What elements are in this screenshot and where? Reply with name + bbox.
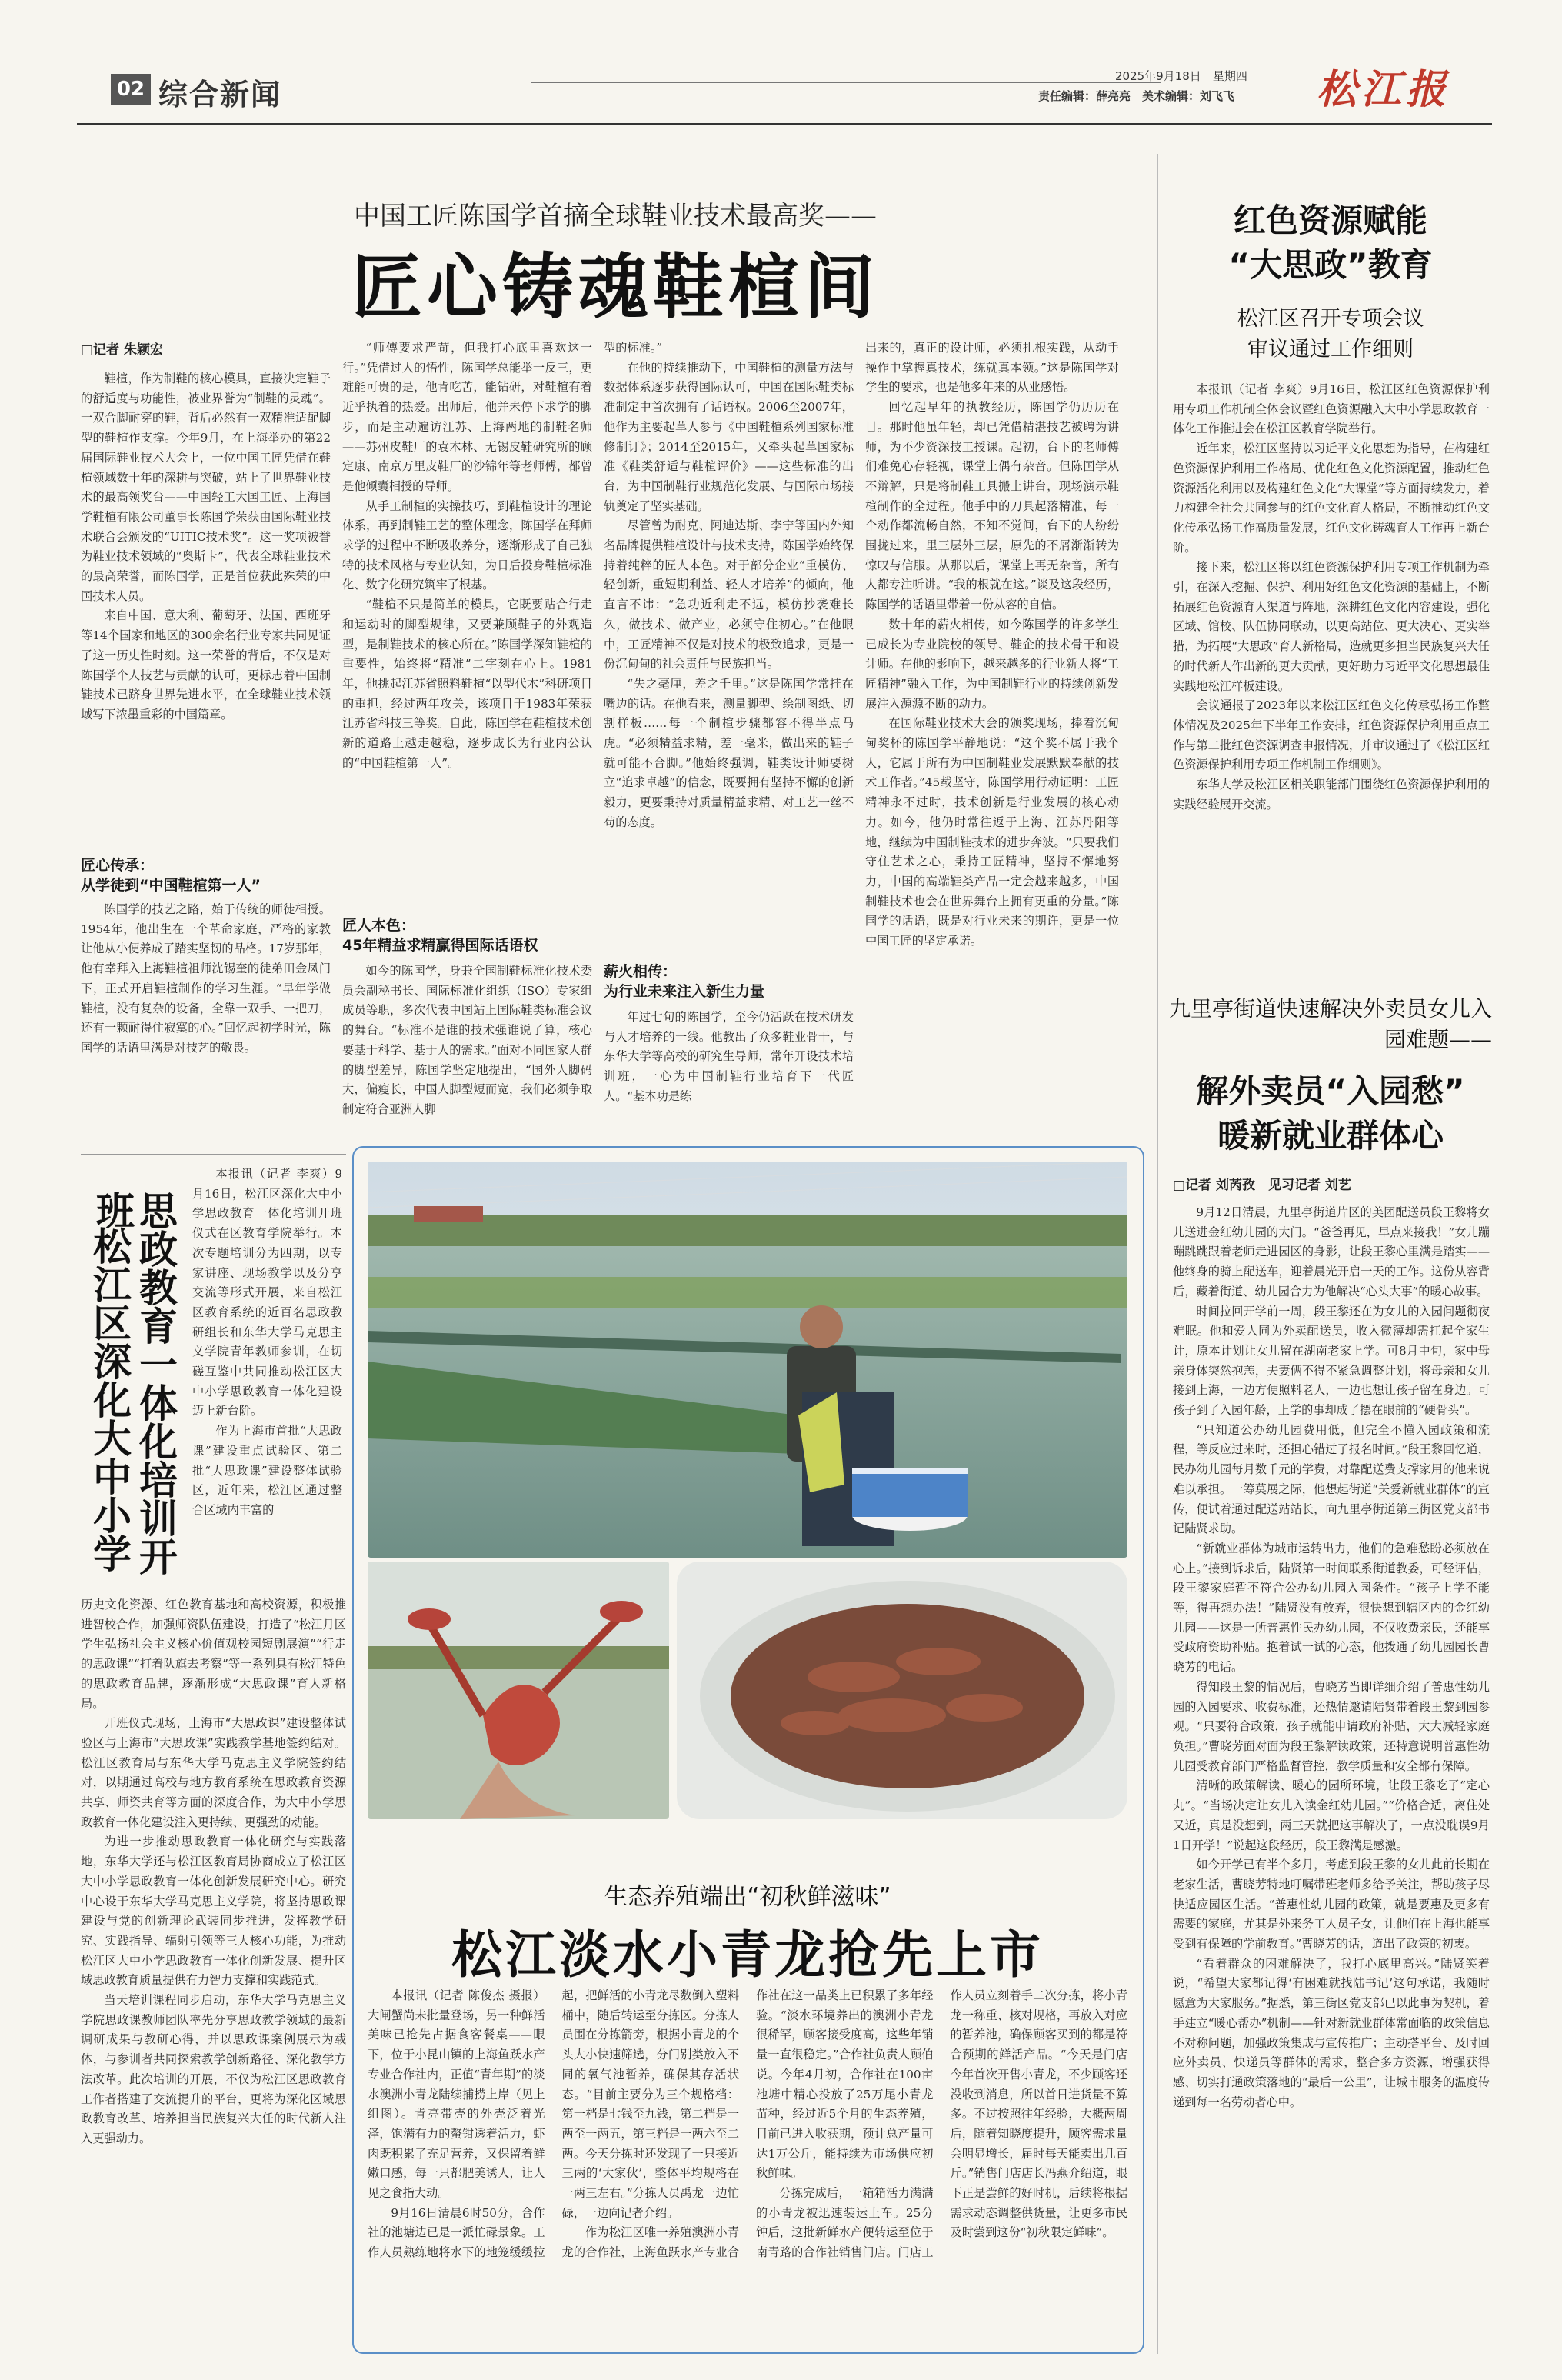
para: 从手工制楦的实操技巧，到鞋楦设计的理论体系，再到制鞋工艺的整体理念，陈国学在拜师求学的过程中不断吸收养分，逐渐形成了自己独特的技术风格与专业认知，为日后投身鞋楦标准化、数字化研究筑牢了根基。 (342, 498, 592, 592)
para: “师傅要求严苛，但我打心底里喜欢这一行。”凭借过人的悟性，陈国学总能举一反三，更难能可贵的是，他肯吃苦，能钻研，对鞋楦有着近乎执着的热爱。出师后，他并未停下求学的脚步，而是主动遍访江苏、上海两地的制鞋名师——苏州皮鞋厂的袁木林、无锡皮鞋研究所的顾定康、南京万里皮鞋厂的沙锦年等老师傅，都曾是他倾囊相授的导师。 (342, 341, 592, 493)
a2-body (1173, 380, 1490, 942)
a1-subhead-3: 薪火相传： 为行业未来注入新生力量 (604, 963, 765, 1000)
a4-title: 思政教育一体化培训开班 (90, 1191, 178, 1575)
para: 9月12日清晨，九里亭街道片区的美团配送员段王黎将女儿送进金红幼儿园的大门。“爸爸再见，早点来接我！”女儿蹦蹦跳跳跟着老师走进园区的身影，让段王黎心里满是踏实——他终身的骑上配送车，迎着晨光开启一天的工作。这份从容背后，藏着街道、幼儿园合力为他解决“心头大事”的暖心故事。 (1173, 1205, 1490, 1298)
para: 回忆起早年的执教经历，陈国学仍历历在目。那时他虽年轻，却已凭借精湛技艺被聘为讲师，为不少资深技工授课。起初，台下的老师傅们难免心存轻视，课堂上偶有杂音。但陈国学从不辩解，只是将制鞋工具搬上讲台，现场演示鞋楦制作的全过程。他手中的刀具起落精准，每一个动作都流畅自然，不知不觉间，台下的人纷纷围拢过来，里三层外三层，原先的不屑渐渐转为惊叹与信服。从那以后，课堂上再无杂音，所有人都专注听讲。“我的根就在这。”谈及这段经历，陈国学的话语里带着一份从容的自信。 (865, 400, 1119, 612)
page-header (77, 60, 1492, 122)
a1-title: 匠心铸魂鞋楦间 (351, 246, 879, 328)
para: 开班仪式现场，上海市“大思政课”建设整体试验区与上海市“大思政课”实践教学基地签约结对。松江区教育局与东华大学马克思主义学院签约结对，以期通过高校与地方教育系统在思政教育资源共享、师资共育等方面的深度合作，为大中小学思政教育一体化建设注入更持续、更强劲的动能。 (81, 1716, 346, 1829)
a5-body (368, 1986, 1127, 2344)
a1-col1 (81, 369, 331, 815)
main-photo (368, 1162, 1127, 1558)
para: “鞋楦不只是简单的模具，它既要贴合行走和运动时的脚型规律，又要兼顾鞋子的外观造型，是制鞋技术的核心所在。”陈国学深知鞋楦的重要性，始终将“精准”二字刻在心上。1981年，他挑起江苏省照料鞋楦“以型代木”科研项目的重担，经过两年攻关，该项目于1983年荣获江苏省科技三等奖。自此，陈国学在鞋楦技术创新的道路上越走越稳，逐步成长为行业内公认的“中国鞋楦第一人”。 (342, 598, 592, 770)
a4-divider (81, 1154, 346, 1155)
a5-kicker: 生态养殖端出“初秋鲜滋味” (604, 1883, 891, 1911)
a3-byline: □记者 刘芮孜 见习记者 刘艺 (1173, 1178, 1351, 1193)
para: 本报讯（记者 李爽）9月16日，松江区深化大中小学思政教育一体化培训开班仪式在区教育学院举行。本次专题培训分为四期，以专家讲座、现场教学以及分享交流等形式开展，来自松江区教育系统的近百名思政教研组长和东华大学马克思主义学院青年教师参训，在切磋互鉴中共同推动松江区大中小学思政教育一体化建设迈上新台阶。 (192, 1167, 342, 1418)
lobster-basin-photo (677, 1562, 1127, 1819)
para: 分拣完成后，一箱箱活力满满的小青龙被迅速装运上车。25分钟后，这批新鲜水产便转运至位于南青路的合作社销售门店。门店工作人员立刻着手二次分拣，将小青龙一称重、核对规格，再放入对应的暂养池，确保顾客买到的都是符合预期的鲜活产品。“今天是门店今年首次开售小青龙，不少顾客还没收到消息，所以首日进货量不算多。不过按照往年经验，大概两周后，随着知晓度提升，顾客需求量会明显增长，届时每天能卖出几百斤。”销售门店店长冯燕介绍道，眼下正是尝鲜的好时机，后续将根据需求动态调整供货量，让更多市民及时尝到这份“初秋限定鲜味”。 (756, 1988, 1127, 2260)
para: 年过七旬的陈国学，至今仍活跃在技术研发与人才培养的一线。他教出了众多鞋业骨干，与东华大学等高校的研究生导师，常年开设技术培训班，一心为中国制鞋行业培育下一代匠人。“基本功是练 (604, 1010, 854, 1103)
section-title: 综合新闻 (158, 78, 282, 112)
para: 近年来，松江区坚持以习近平文化思想为指导，在构建红色资源保护利用工作格局、优化红色文化资源配置，推动红色资源活化利用以及构建红色文化“大课堂”等方面持续发力，着力构建全社会共同参与的红色文化育人格局，不断推动红色文化传承弘扬工作高质量发展，红色文化铸魂育人工作再上新台阶。 (1173, 442, 1490, 555)
para: 本报讯（记者 李爽）9月16日，松江区红色资源保护利用专项工作机制全体会议暨红色资源融入大中小学思政教育一体化工作推进会在松江区教育学院举行。 (1173, 382, 1490, 436)
a5-title: 松江淡水小青龙抢先上市 (451, 1925, 1044, 1985)
para: 陈国学的技艺之路，始于传统的师徒相授。1954年，他出生在一个革命家庭，严格的家教让他从小便养成了踏实坚韧的品格。17岁那年，他有幸拜入上海鞋楦祖师沈锡奎的徒弟田金凤门下，正式开启鞋楦制作的学习生涯。“早年学做鞋楦，没有复杂的设备，全靠一双手、一把刀，还有一颗耐得住寂寞的心。”回忆起初学时光，陈国学的话语里满是对技艺的敬畏。 (81, 902, 331, 1055)
a2-deck: 松江区召开专项会议 审议通过工作细则 (1237, 307, 1424, 362)
para: 尽管曾为耐克、阿迪达斯、李宁等国内外知名品牌提供鞋楦设计与技术支持，陈国学始终保持着纯粹的匠人本色。对于部分企业“重模仿、轻创新，重短期利益、轻人才培养”的倾向，他直言不讳：“急功近利走不远，模仿抄袭难长久，做技术、做产业，必须守住初心。”在他眼中，工匠精神不仅是对技术的极致追求，更是一份沉甸甸的社会责任与民族担当。 (604, 518, 854, 672)
para: 如今的陈国学，身兼全国制鞋标准化技术委员会副秘书长、国际标准化组织（ISO）专家组成员等职，多次代表中国站上国际鞋类标准会议的舞台。“标准不是谁的技术强谁说了算，核心要基于科学、基于人的需求。”面对不同国家人群的脚型差异，陈国学坚定地提出，“国外人脚码大，偏瘦长，中国人脚型短而宽，我们必须争取制定符合亚洲人脚 (342, 964, 592, 1116)
a1-col4 (865, 338, 1119, 1138)
para: 为进一步推动思政教育一体化研究与实践落地，东华大学还与松江区教育局协商成立了松江区大中小学思政教育一体化创新发展研究中心。研究中心设于东华大学马克思主义学院，将坚持思政课建设与党的创新理论武装同步推进，发挥教学研究、实践指导、辐射引领等三大核心功能，为推动松江区大中小学思政教育一体化创新发展、提升区域思政教育质量提供有力智力支撑和实践范式。 (81, 1835, 346, 1988)
para: 时间拉回开学前一周，段王黎还在为女儿的入园问题彻夜难眠。他和爱人同为外卖配送员，收入微薄却需扛起全家生计，原本计划让女儿留在湖南老家上学。可8月中旬，家中母亲身体突然抱恙，夫妻俩不得不紧急调整计划，将母亲和女儿接到上海，一边方便照料老人，一边也想让孩子留在身边。可孩子到了入园年龄，上学的事却成了摆在眼前的“硬骨头”。 (1173, 1304, 1490, 1418)
para: 在国际鞋业技术大会的颁奖现场，捧着沉甸甸奖杯的陈国学平静地说：“这个奖不属于我个人，它属于所有为中国制鞋业发展默默奉献的技术工作者。”45载坚守，陈国学用行动证明：工匠精神永不过时，技术创新是行业发展的核心动力。如今，他仍时常往返于上海、江苏丹阳等地，继续为中国制鞋技术的进步奔波。“只要我们守住艺术之心，秉持工匠精神，坚持不懈地努力，中国的高端鞋类产品一定会越来越多，中国制鞋技术也会在世界舞台上拥有更重的分量。”陈国学的话语，既是对行业未来的期许，更是一位中国工匠的坚定承诺。 (865, 716, 1119, 948)
a1-col2 (342, 338, 592, 900)
para: 在他的持续推动下，中国鞋楦的测量方法与数据体系逐步获得国际认可，中国在国际鞋类标准制定中首次拥有了话语权。2006至2007年，他作为主要起草人参与《中国鞋楦系列国家标准修制订》；2014至2015年，又牵头起草国家标准《鞋类舒适与鞋楦评价》——这些标准的出台，为中国制鞋行业规范化发展、与国际市场接轨奠定了坚实基础。 (604, 360, 854, 513)
a4-body (81, 1595, 346, 2353)
para: 会议通报了2023年以来松江区红色文化传承弘扬工作整体情况及2025年下半年工作安排，红色资源保护利用重点工作与第二批红色资源调查申报情况，并审议通过了《松江区红色资源保护利用专项工作机制工作细则》。 (1173, 698, 1490, 772)
a1-subhead-2: 匠人本色： 45年精益求精赢得国际话语权 (342, 917, 538, 954)
para: 本报讯（记者 陈俊杰 摄报）大闸蟹尚未批量登场，另一种鲜活美味已抢先占据食客餐桌——眼下，位于小昆山镇的上海鱼跃水产专业合作社内，正值“青年期”的淡水澳洲小青龙陆续捕捞上岸（见上组图）。肯亮带壳的外壳泛着光泽，饱满有力的螯钳透着活力，虾肉既积累了充足营养，又保留着鲜嫩口感，每一只都肥美诱人，让人见之食指大动。 (368, 1988, 545, 2201)
para: 东华大学及松江区相关职能部门围绕红色资源保护利用的实践经验展开交流。 (1173, 778, 1490, 812)
a1-col3b (604, 1008, 854, 1138)
para: 接下来，松江区将以红色资源保护利用专项工作机制为牵引，在深入挖掘、保护、利用好红色文化资源的基础上，不断拓展红色资源育人渠道与阵地，深耕红色文化内容建设，强化区域、馆校、队伍协同联动，以更高站位、更大决心、更实举措，为拓展“大思政”育人新格局，造就更多担当民族复兴大任的时代新人作出新的更大贡献，更好助力习近平文化思想最佳实践地松江样板建设。 (1173, 560, 1490, 693)
header-rule-top (531, 82, 1161, 83)
a1-byline: □记者 朱颖宏 (81, 342, 163, 358)
a1-subhead-1: 匠心传承： 从学徒到“中国鞋楦第一人” (81, 857, 261, 894)
para: 作为上海市首批“大思政课”建设重点试验区、第二批“大思政课”建设整体试验区，近年来，松江区通过整合区域内丰富的 (192, 1424, 342, 1517)
para: 鞋楦，作为制鞋的核心模具，直接决定鞋子的舒适度与功能性，被业界誉为“制鞋的灵魂”。一双合脚耐穿的鞋，背后必然有一双精准适配脚型的鞋楦作支撑。今年9月，在上海举办的第22届国际鞋业技术大会上，一位中国工匠凭借在鞋楦领域数十年的深耕与突破，站上了世界鞋业技术的最高领奖台——中国轻工大国工匠、上海国学鞋楦有限公司董事长陈国学荣获由国际鞋业技术联合会颁发的“UITIC技术奖”。这一奖项被誉为鞋业技术领域的“奥斯卡”，代表全球鞋业技术的最高荣誉，而陈国学，正是首位获此殊荣的中国技术人员。 (81, 372, 331, 603)
para: 出来的，真正的设计师，必须扎根实践，从动手操作中掌握真技术，练就真本领。”这是陈国学对学生的要求，也是他多年来的从业感悟。 (865, 341, 1119, 395)
a3-body (1173, 1203, 1490, 2349)
para: 得知段王黎的情况后，曹晓芳当即详细介绍了普惠性幼儿园的入园要求、收费标准，还热情邀请陆贤带着段王黎到园参观。“只要符合政策，孩子就能申请政府补贴，大大减轻家庭负担。”曹晓芳面对面为段王黎解读政策，还特意说明普惠性幼儿园受教育部门严格监督管控，教学质量和安全都有保障。 (1173, 1679, 1490, 1773)
para: “只知道公办幼儿园费用低，但完全不懂入园政策和流程，等反应过来时，还担心错过了报名时间。”段王黎回忆道，民办幼儿园每月数千元的学费，对靠配送费支撑家用的他来说难以承担。一筹莫展之际，他想起街道“关爱新就业群体”的宣传，便试着通过配送站站长，向九里亭街道第三街区党支部书记陆贤求助。 (1173, 1422, 1490, 1536)
a4-deck: 松江区深化大中小学 (87, 1226, 132, 1572)
a1-col2b (342, 962, 592, 1138)
editors-line: 责任编辑：薛亮亮 美术编辑：刘飞飞 (1038, 89, 1235, 103)
para: 数十年的薪火相传，如今陈国学的许多学生已成长为专业院校的领导、鞋企的技术骨干和设计师。在他的影响下，越来越多的行业新人将“工匠精神”融入工作，为中国制鞋行业的持续创新发展注入源源不断的动力。 (865, 617, 1119, 711)
para: 型的标准。” (604, 341, 663, 355)
a1-col3 (604, 338, 854, 946)
header-divider (77, 123, 1492, 125)
para: 作为松江区唯一养殖澳洲小青龙的合作社，上海鱼跃水产专业合作社在这一品类上已积累了多年经验。“淡水环境养出的澳洲小青龙很稀罕，顾客接受度高，这些年销量一直很稳定。”合作社负责人顾伯说。今年4月初，合作社在100亩池塘中精心投放了25万尾小青龙苗种，经过近5个月的生态养殖，目前已进入收获期，预计总产量可达1万公斤，能持续为市场供应初秋鲜味。 (561, 1988, 934, 2260)
a2-title: 红色资源赋能 “大思政”教育 (1228, 202, 1433, 284)
para: 历史文化资源、红色教育基地和高校资源，积极推进智校合作，加强师资队伍建设，打造了“松江月区学生弘扬社会主义核心价值观校园短剧展演”“行走的思政课”“打着队旗去考察”等一系列具有松江特色的思政教育品牌，逐渐形成“大思政课”育人新格局。 (81, 1598, 346, 1711)
a3-title: 解外卖员“入园愁” 暖新就业群体心 (1196, 1072, 1465, 1155)
para: “看着群众的困难解决了，我打心底里高兴。”陆贤笑着说，“希望大家都记得‘有困难就找陆书记’这句承诺，我随时愿意为大家服务。”据悉，第三街区党支部已以此事为契机，着手建立“暖心帮办”机制——针对新就业群体常面临的政策信息不对称问题，加强政策集成与宣传推广；主动搭平台、及时回应外卖员、快递员等群体的需求，整合多方资源，增强获得感、切实打通政策落地的“最后一公里”，让城市服务的温度传递到每一名劳动者心中。 (1173, 1956, 1490, 2109)
para: “失之毫厘，差之千里。”这是陈国学常挂在嘴边的话。在他看来，测量脚型、绘制图纸、切割样板……每一个制楦步骤都容不得半点马虎。“必须精益求精，差一毫米，做出来的鞋子就可能不合脚。”他始终强调，鞋类设计师要树立“追求卓越”的信念，既要拥有坚持不懈的创新毅力，更要秉持对质量精益求精、对工艺一丝不苟的态度。 (604, 676, 854, 829)
para: 清晰的政策解读、暖心的园所环境，让段王黎吃了“定心丸”。“当场决定让女儿入读金红幼儿园。”“价格合适，离住处又近，真是没想到，两三天就把这事解决了，一点没耽误9月1日开学！”说起这段经历，段王黎满是感激。 (1173, 1778, 1490, 1852)
a1-kicker: 中国工匠陈国学首摘全球鞋业技术最高奖—— (354, 201, 877, 232)
para: 来自中国、意大利、葡萄牙、法国、西班牙等14个国家和地区的300余名行业专家共同见证了这一历史性时刻。这一荣誉的背后，不仅是对陈国学个人技艺与贡献的认可，更标志着中国制鞋技术已跻身世界先进水平，在全球鞋业技术领域写下浓墨重彩的中国篇章。 (81, 608, 331, 722)
para: 如今开学已有半个多月，考虑到段王黎的女儿此前长期在老家生活，曹晓芳特地叮嘱带班老师多给予关注，帮助孩子尽快适应园区生活。“普惠性幼儿园的政策，就是要惠及更多有需要的家庭，尤其是外来务工人员子女，让他们在上海也能享受到有保障的学前教育。”曹晓芳的话，道出了政策的初衷。 (1173, 1858, 1490, 1952)
para: 当天培训课程同步启动，东华大学马克思主义学院思政课教师团队率先分享思政教学领域的最新调研成果与教研心得，并以思政课案例展示为载体，与参训者共同探索教学创新路径、深化教学方法改革。此次培训的开展，不仅为松江区思政教育工作者搭建了交流提升的平台，更将为深化区域思政教育改革、培养担当民族复兴大任的时代新人注入更强动力。 (81, 1993, 346, 2145)
page-number-badge: 02 (111, 74, 151, 105)
a1-col1b (81, 900, 331, 1138)
masthead-logo: 松江报 (1317, 66, 1451, 113)
column-divider-right (1157, 154, 1158, 2354)
a3-kicker: 九里亭街道快速解决外卖员女儿入园难题—— (1169, 996, 1493, 1052)
para: 9月16日清晨6时50分，合作社的池塘边已是一派忙碌景象。工作人员熟练地将水下的地笼缓缓拉起，把鲜活的小青龙尽数倒入塑料桶中，随后转运至分拣区。分拣人员围在分拣箭旁，根据小青龙的个头大小快速筛选，分门别类放入不同的氧气池暂养，确保其存活状态。“目前主要分为三个规格档：第一档是七钱至九钱，第二档是一两至一两五，第三档是一两六至二两。今天分拣时还发现了一只接近三两的‘大家伙’，整体平均规格在一两三左右。”分拣人员禹龙一边忙碌，一边向记者介绍。 (368, 1988, 739, 2260)
a4-lead (192, 1165, 342, 1595)
issue-date: 2025年9月18日 星期四 (1115, 69, 1247, 83)
para: “新就业群体为城市运转出力，他们的急难愁盼必须放在心上。”接到诉求后，陆贤第一时间联系街道教委，可经评估，段王黎家庭暂不符合公办幼儿园入园条件。“孩子上学不能等，得再想办法！”陆贤没有放弃，很快想到辖区内的金红幼儿园——这是一所普惠性民办幼儿园，不仅收费亲民，还能享受政府资助补贴。抱着试一试的心态，他拨通了幼儿园园长曹晓芳的电话。 (1173, 1541, 1490, 1675)
lobster-hand-photo (368, 1562, 669, 1819)
